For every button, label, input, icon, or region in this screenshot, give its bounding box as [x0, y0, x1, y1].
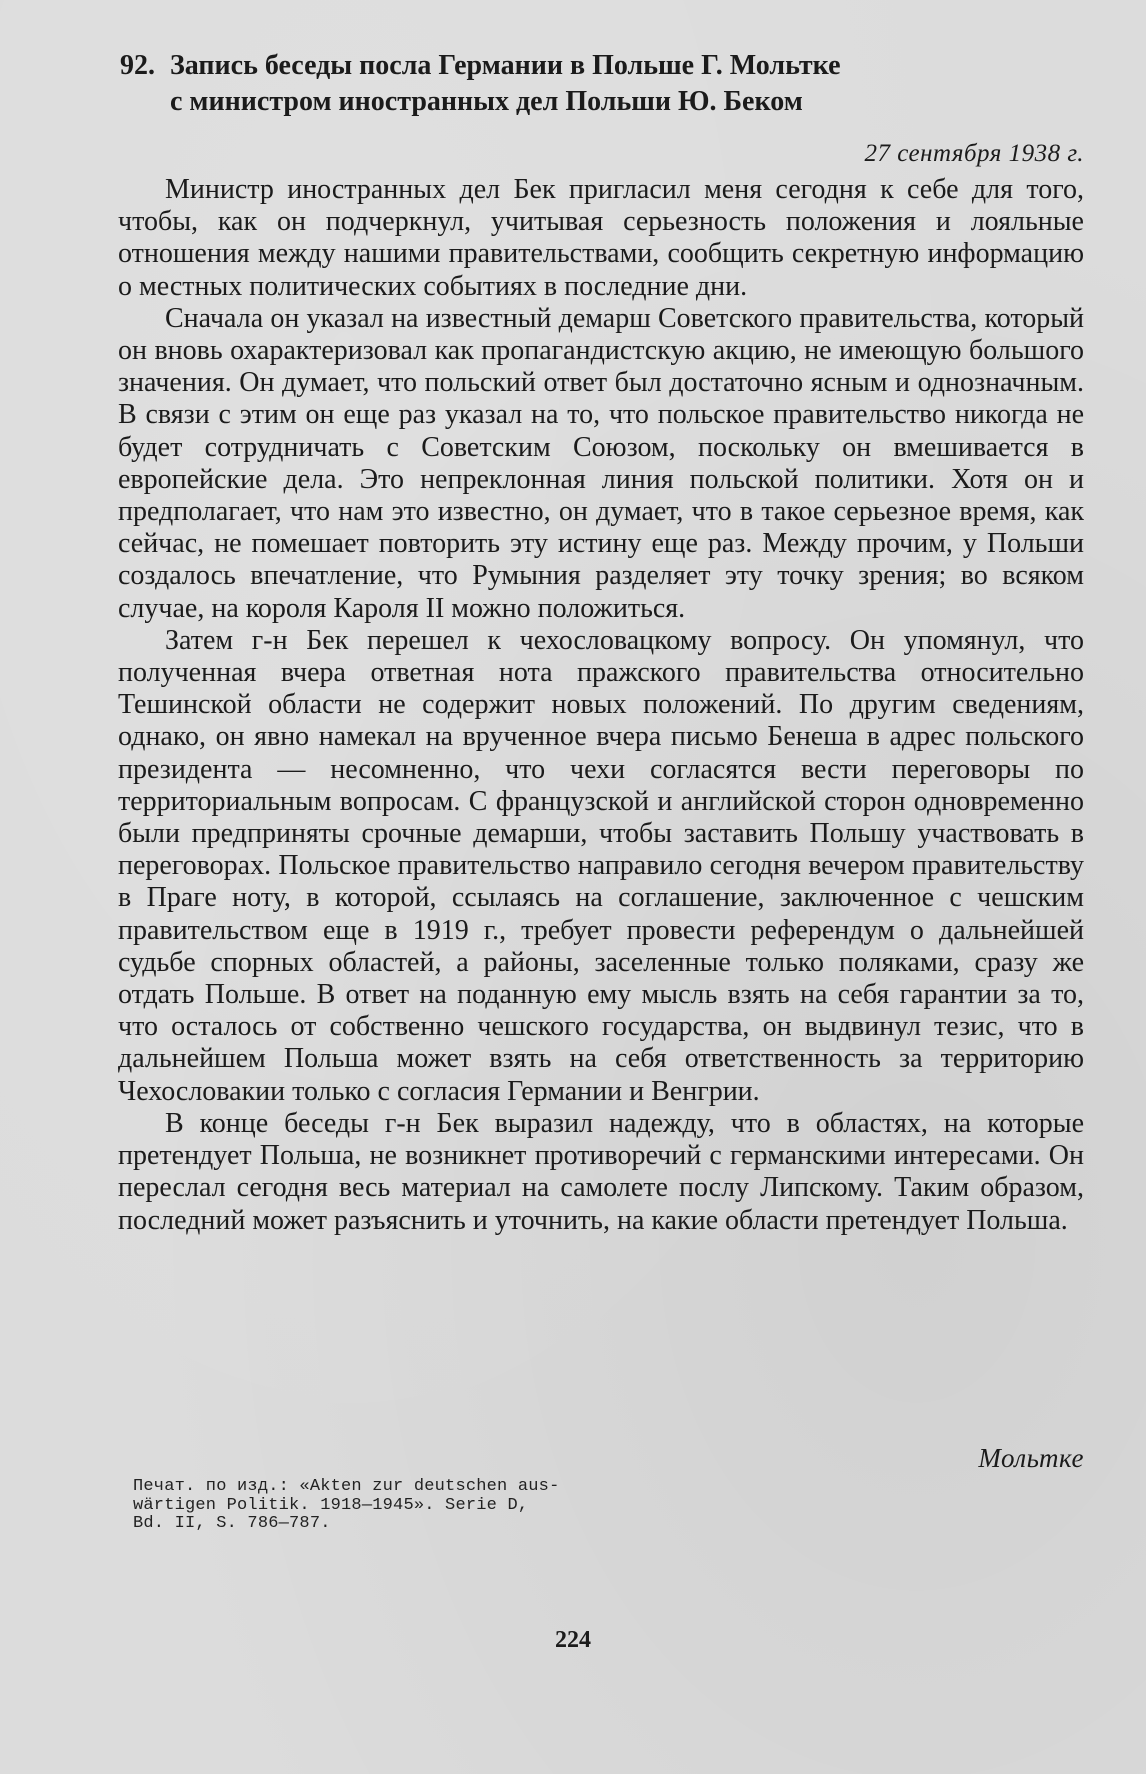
document-date: 27 сентября 1938 г. [864, 140, 1084, 167]
page-number: 224 [555, 1627, 591, 1653]
document-number: 92. [120, 50, 155, 81]
paragraph: Министр иностранных дел Бек пригласил меня сегодня к себе для того, чтобы, как он подчеркнул, учитывая серьезность положения и лояльные отношения между нашими правительствами, сообщить секретную информацию о местных политических событиях в последние дни. [118, 174, 1084, 302]
document-heading [120, 48, 1080, 120]
document-body [118, 174, 1084, 1237]
source-note [133, 1478, 593, 1534]
title-line-1: Запись беседы посла Германии в Польше Г. Мольтке [170, 50, 841, 81]
paragraph: В конце беседы г-н Бек выразил надежду, что в областях, на которые претендует Польша, не возникнет противоречий с германскими интересами. Он переслал сегодня весь материал на самолете послу Липскому. Таким образом, последний может разъяснить и уточнить, на какие области претендует Польша. [118, 1107, 1084, 1236]
paragraph: Сначала он указал на известный демарш Советского правительства, который он вновь охарактеризовал как пропагандистскую акцию, не имеющую большого значения. Он думает, что польский ответ был достаточно ясным и однозначным. В связи с этим он еще раз указал на то, что польское правительство никогда не будет сотрудничать с Советским Союзом, поскольку он вмешивается в европейские дела. Это непреклонная линия польской политики. Хотя он и предполагает, что нам это известно, он думает, что в такое серьезное время, как сейчас, не помешает повторить эту истину еще раз. Между прочим, у Польши создалось впечатление, что Румыния разделяет эту точку зрения; во всяком случае, на короля Кароля II можно положиться. [118, 302, 1084, 624]
title-line-2: с министром иностранных дел Польши Ю. Беком [170, 86, 803, 117]
source-line: Bd. II, S. 786—787. [133, 1514, 331, 1533]
source-line: wärtigen Politik. 1918—1945». Serie D, [133, 1495, 529, 1515]
paragraph: Затем г-н Бек перешел к чехословацкому вопросу. Он упомянул, что полученная вчера ответная нота пражского правительства относительно Тешинской области не содержит новых положений. По другим сведениям, однако, он явно намекал на врученное вчера письмо Бенеша в адрес польского президента — несомненно, что чехи согласятся вести переговоры по территориальным вопросам. С французской и английской сторон одновременно были предприняты срочные демарши, чтобы заставить Польшу участвовать в переговорах. Польское правительство направило сегодня вечером правительству в Праге ноту, в которой, ссылаясь на соглашение, заключенное с чешским правительством еще в 1919 г., требует провести референдум о дальнейшей судьбе спорных областей, а районы, заселенные только поляками, сразу же отдать Польше. В ответ на поданную ему мысль взять на себя гарантии за то, что осталось от собственно чешского государства, он выдвинул тезис, что в дальнейшем Польша может взять на себя ответственность за территорию Чехословакии только с согласия Германии и Венгрии. [118, 624, 1084, 1107]
signature: Мольтке [978, 1443, 1084, 1473]
source-line: Печат. по изд.: «Akten zur deutschen aus- [133, 1477, 560, 1496]
